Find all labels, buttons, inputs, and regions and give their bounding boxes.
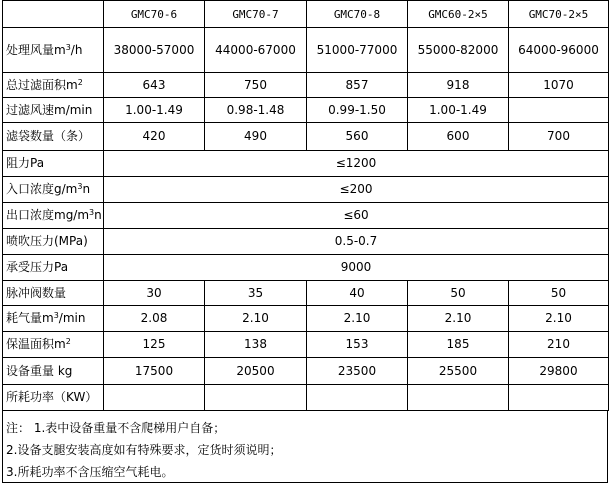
- cell-value: 17500: [104, 358, 205, 385]
- row-label: 保温面积$m^2$: [3, 332, 104, 358]
- cell-value: 125: [104, 332, 205, 358]
- cell-value: [408, 385, 509, 411]
- header-row: [3, 1, 609, 28]
- cell-value: 51000-77000: [307, 28, 408, 73]
- row-label: 承受压力Pa: [3, 255, 104, 281]
- cell-value: 0.98-1.48: [205, 98, 307, 123]
- cell-value: 20500: [205, 358, 307, 385]
- cell-value: 857: [307, 73, 408, 98]
- cell-value: 35: [205, 281, 307, 306]
- cell-value: 2.10: [205, 306, 307, 332]
- cell-value: 750: [205, 73, 307, 98]
- model-header: GMC70-7: [205, 1, 307, 28]
- row-resistance: [3, 151, 609, 177]
- merged-value: 0.5-0.7: [104, 229, 609, 255]
- cell-value: 25500: [408, 358, 509, 385]
- cell-value: 29800: [509, 358, 609, 385]
- notes-section: [2, 411, 608, 483]
- cell-value: 600: [408, 123, 509, 151]
- row-label: 喷吹压力(MPa): [3, 229, 104, 255]
- row-label: 耗气量$m^3/\min$: [3, 306, 104, 332]
- cell-value: 185: [408, 332, 509, 358]
- row-label: 总过滤面积$m^2$: [3, 73, 104, 98]
- row-speed: [3, 98, 609, 123]
- cell-value: 138: [205, 332, 307, 358]
- cell-value: [307, 385, 408, 411]
- row-label: 所耗功率（KW）: [3, 385, 104, 411]
- row-weight: [3, 358, 609, 385]
- note-line: 3.所耗功率不含压缩空气耗电。: [6, 465, 174, 479]
- cell-value: 153: [307, 332, 408, 358]
- cell-value: 50: [509, 281, 609, 306]
- cell-value: 44000-67000: [205, 28, 307, 73]
- cell-value: 1.00-1.49: [408, 98, 509, 123]
- spec-table: [2, 0, 609, 411]
- row-valves: [3, 281, 609, 306]
- row-label: 设备重量 kg: [3, 358, 104, 385]
- row-power: [3, 385, 609, 411]
- row-area: [3, 73, 609, 98]
- merged-value: ≤1200: [104, 151, 609, 177]
- cell-value: 918: [408, 73, 509, 98]
- row-outlet: [3, 203, 609, 229]
- cell-value: 50: [408, 281, 509, 306]
- cell-value: 30: [104, 281, 205, 306]
- row-label: 滤袋数量（条）: [3, 123, 104, 151]
- row-bearing: [3, 255, 609, 281]
- cell-value: 55000-82000: [408, 28, 509, 73]
- merged-value: ≤60: [104, 203, 609, 229]
- cell-value: 1.00-1.49: [104, 98, 205, 123]
- row-label: 过滤风速m/min: [3, 98, 104, 123]
- row-spray: [3, 229, 609, 255]
- cell-value: 40: [307, 281, 408, 306]
- cell-value: [104, 385, 205, 411]
- row-label: 处理风量$m^3/h$: [3, 28, 104, 73]
- row-insulation: [3, 332, 609, 358]
- cell-value: 38000-57000: [104, 28, 205, 73]
- cell-value: 2.10: [307, 306, 408, 332]
- note-line: 2.设备支腿安装高度如有特殊要求，定货时须说明；: [6, 443, 282, 457]
- cell-value: [509, 98, 609, 123]
- cell-value: 2.10: [509, 306, 609, 332]
- cell-value: 700: [509, 123, 609, 151]
- cell-value: [205, 385, 307, 411]
- merged-value: 9000: [104, 255, 609, 281]
- row-label: 阻力Pa: [3, 151, 104, 177]
- model-header: GMC70-2×5: [509, 1, 609, 28]
- cell-value: 643: [104, 73, 205, 98]
- row-label: 脉冲阀数量: [3, 281, 104, 306]
- header-corner: [3, 1, 104, 28]
- cell-value: 490: [205, 123, 307, 151]
- cell-value: 2.08: [104, 306, 205, 332]
- cell-value: 23500: [307, 358, 408, 385]
- model-header: GMC70-8: [307, 1, 408, 28]
- cell-value: 420: [104, 123, 205, 151]
- cell-value: 210: [509, 332, 609, 358]
- model-header: GMC60-2×5: [408, 1, 509, 28]
- cell-value: 64000-96000: [509, 28, 609, 73]
- merged-value: ≤200: [104, 177, 609, 203]
- row-gas: [3, 306, 609, 332]
- row-label: 出口浓度$mg/m^3n$: [3, 203, 104, 229]
- cell-value: [509, 385, 609, 411]
- cell-value: 1070: [509, 73, 609, 98]
- cell-value: 560: [307, 123, 408, 151]
- cell-value: 0.99-1.50: [307, 98, 408, 123]
- row-airflow: [3, 28, 609, 73]
- cell-value: 2.10: [408, 306, 509, 332]
- spec-sheet: [2, 0, 608, 483]
- model-header: GMC70-6: [104, 1, 205, 28]
- row-inlet: [3, 177, 609, 203]
- row-bags: [3, 123, 609, 151]
- row-label: 入口浓度$g/m^3n$: [3, 177, 104, 203]
- note-line: 注： 1.表中设备重量不含爬梯用户自备；: [6, 421, 226, 435]
